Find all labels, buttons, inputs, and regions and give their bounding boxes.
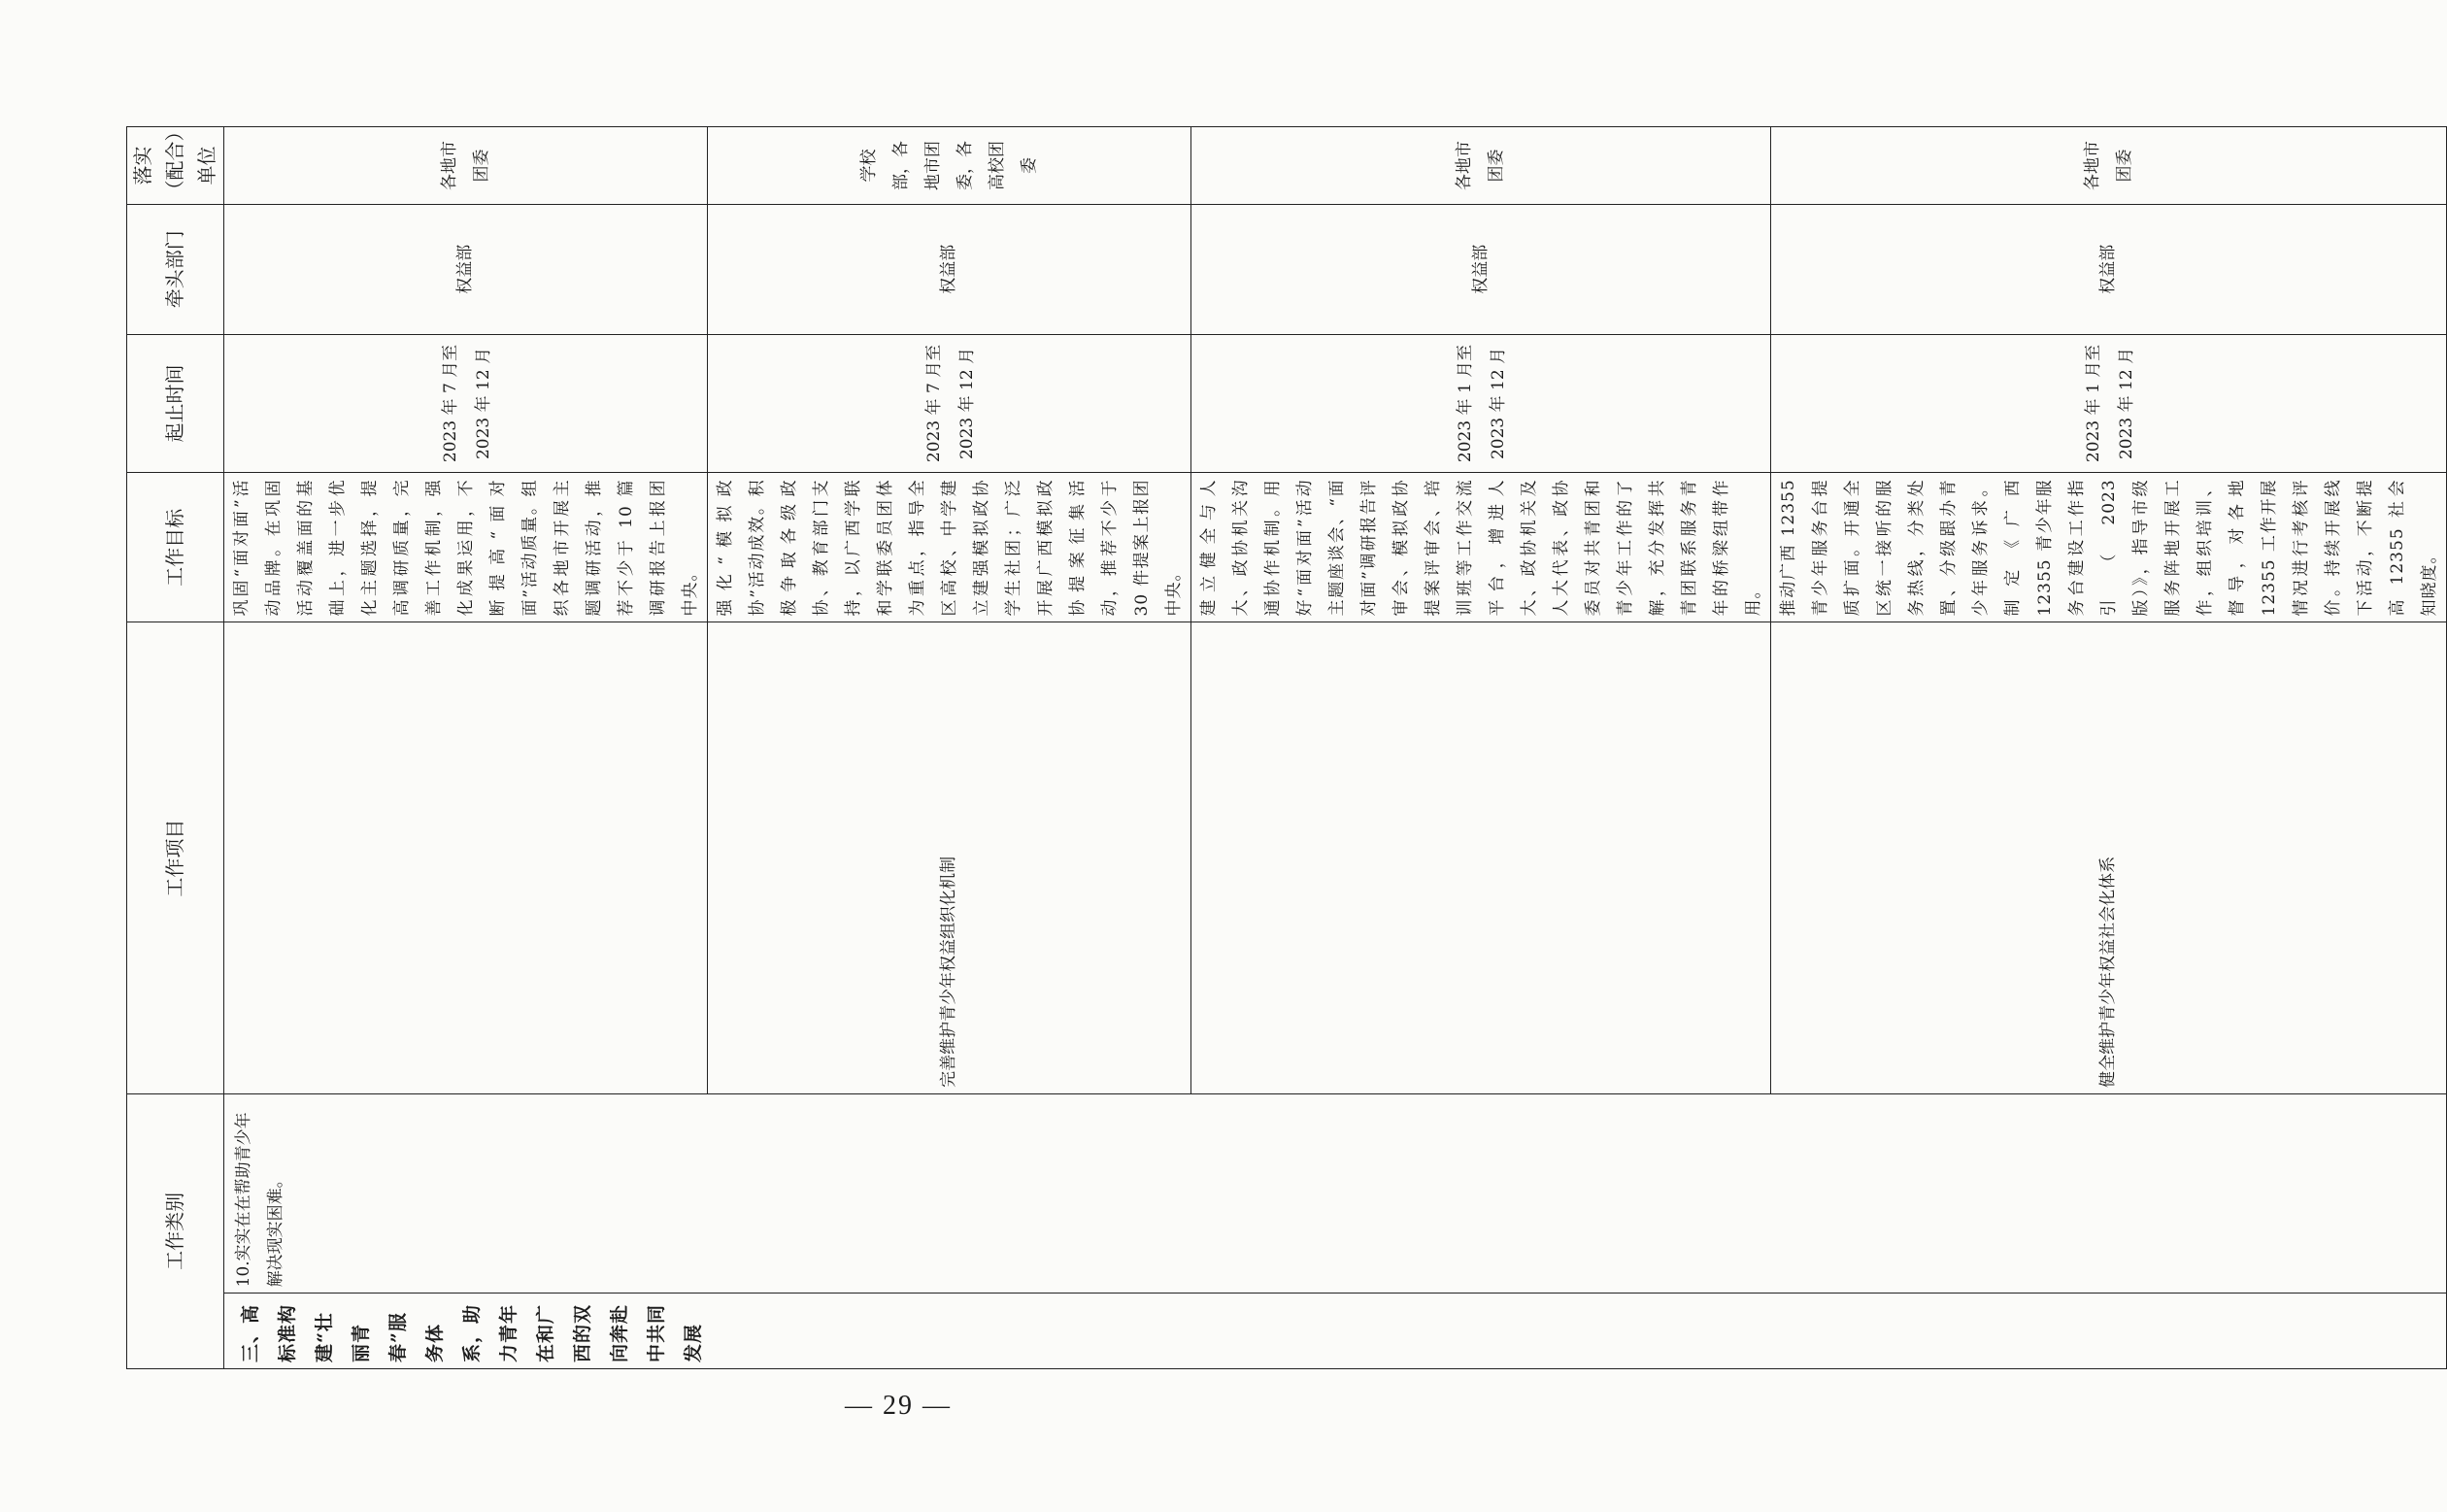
goal-text: 建立健全与人大、政协机关沟通协作机制。用好“面对面”活动主题座谈会、“面对面”调研报告评审会、模拟政协提案评审会、培训班等工作交流平台，增进人大、政协机关及人大代表、政协委员对共青团和青少年工作的了解，充分发挥共青团联系服务青年的桥梁纽带作用。 — [1199, 479, 1763, 617]
period-end: 2023 年 12 月 — [1489, 347, 1508, 460]
page-number: — 29 — — [845, 1391, 952, 1421]
category-cell — [224, 1294, 2447, 1369]
project-text: 完善维护青少年权益组织化机制 — [939, 856, 958, 1088]
work-plan-table — [126, 126, 2447, 1369]
lead-cell — [1191, 204, 1771, 334]
header-project: 工作项目 — [127, 622, 224, 1093]
project-cell — [224, 622, 708, 1093]
category-text: 三、高标准构建“壮丽青春”服务体系，助力青年在和广西的双向奔赴中共同发展 — [240, 1303, 704, 1362]
lead-text: 权益部 — [455, 244, 475, 294]
project-text: 健全维护青少年权益社会化体系 — [2098, 856, 2118, 1088]
subcategory-cell — [224, 1093, 2447, 1294]
period-start: 2023 年 7 月至 — [440, 344, 460, 463]
table-header-row — [127, 127, 224, 1369]
goal-cell — [1191, 473, 1771, 622]
header-lead: 牵头部门 — [127, 204, 224, 334]
coop-text: 各地市团委 — [439, 141, 491, 190]
period-cell — [1771, 334, 2447, 473]
project-cell — [708, 622, 1191, 1093]
lead-cell — [224, 204, 708, 334]
lead-cell — [708, 204, 1191, 334]
header-category: 工作类别 — [127, 1093, 224, 1368]
project-cell — [1771, 622, 2447, 1093]
coop-cell — [224, 127, 708, 205]
goal-cell — [1771, 473, 2447, 622]
project-cell — [1191, 622, 1771, 1093]
goal-text: 巩固“面对面”活动品牌。在巩固活动覆盖面的基础上，进一步优化主题选择，提高调研质量，完善工作机制，强化成果运用，不断提高“面对面”活动质量。组织各地市开展主题调研活动，推荐不少于 10 篇调研报告上报团中央。 — [232, 479, 700, 617]
coop-cell — [708, 127, 1191, 205]
coop-cell — [1771, 127, 2447, 205]
lead-text: 权益部 — [2098, 244, 2118, 294]
header-goal: 工作目标 — [127, 473, 224, 622]
period-start: 2023 年 1 月至 — [1456, 344, 1475, 463]
lead-text: 权益部 — [939, 244, 958, 294]
period-start: 2023 年 7 月至 — [923, 344, 944, 463]
coop-text: 各地市团委 — [1455, 141, 1506, 190]
period-end: 2023 年 12 月 — [2116, 347, 2136, 460]
period-end: 2023 年 12 月 — [956, 347, 977, 460]
period-cell — [224, 334, 708, 473]
lead-text: 权益部 — [1470, 244, 1491, 294]
goal-cell — [708, 473, 1191, 622]
period-cell — [708, 334, 1191, 473]
goal-text: 强化“模拟政协”活动成效。积极争取各级政协、教育部门支持，以广西学联和学联委员团体为重点，指导全区高校、中学建立建强模拟政协学生社团；广泛开展广西模拟政协提案征集活动，推荐不少于 30 件提案上报团中央。 — [716, 479, 1184, 617]
period-start: 2023 年 1 月至 — [2083, 344, 2103, 463]
goal-cell — [224, 473, 708, 622]
lead-cell — [1771, 204, 2447, 334]
coop-text: 各地市团委 — [2082, 141, 2134, 190]
table-row — [224, 127, 708, 1369]
coop-cell — [1191, 127, 1771, 205]
subcategory-text: 10.实实在在帮助青少年解决现实困难。 — [234, 1112, 285, 1288]
header-period: 起止时间 — [127, 334, 224, 473]
period-end: 2023 年 12 月 — [473, 347, 493, 460]
header-coop: 落实（配合）单位 — [127, 127, 224, 205]
period-cell — [1191, 334, 1771, 473]
goal-text: 推动广西 12355 青少年服务台提质扩面。开通全区统一接听的服务热线，分类处置、分级跟办青少年服务诉求。制定《广西 12355 青少年服务台建设工作指引（2023 版）》，指导市级服务阵地开展工作，组织培训、督导，对各地 12355 工作开展情况进行考核评价。持续开展线下活动，不断提高 12355 社会知晓度。 — [1779, 479, 2439, 617]
coop-text: 学校部，各地市团委，各高校团委 — [858, 141, 1039, 190]
